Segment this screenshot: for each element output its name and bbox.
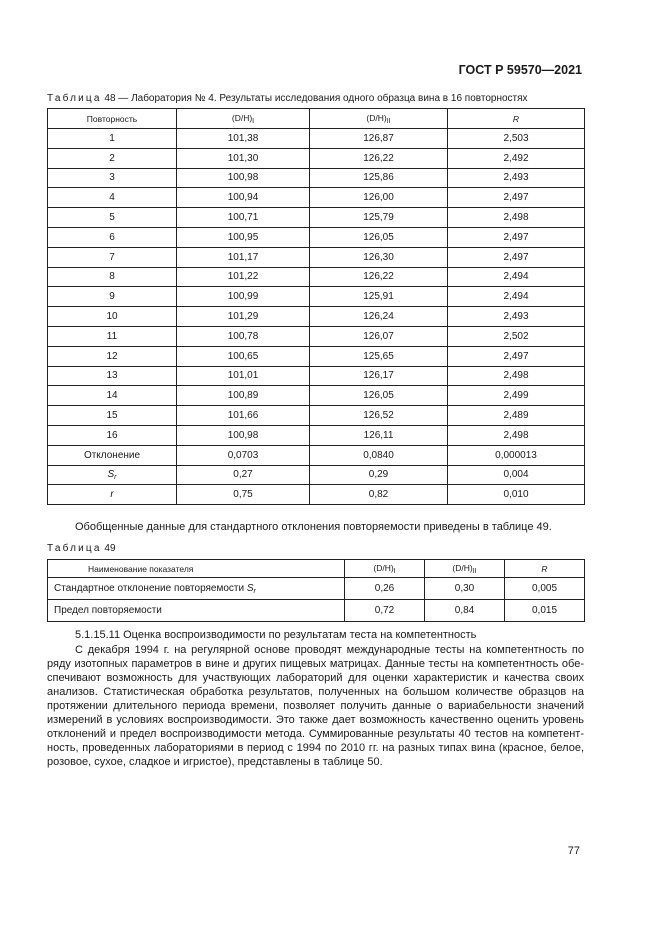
sr-sub: r (114, 473, 117, 481)
table-cell: 125,79 (310, 208, 448, 228)
table-cell: 2,498 (448, 425, 585, 445)
table-cell: 100,98 (177, 425, 310, 445)
table-cell: 14 (48, 386, 177, 406)
table-row (48, 227, 585, 247)
header49-dh1-text: (D/H) (373, 562, 394, 573)
section-line: С декабря 1994 г. на регулярной основе проводят международные тесты на компетентность по (75, 644, 584, 656)
table-cell: 0,0703 (177, 445, 310, 465)
table-row (48, 267, 585, 287)
table-cell: 1 (48, 129, 177, 149)
table-cell: 2,489 (448, 406, 585, 426)
table-row (48, 425, 585, 445)
header-dh2-text: (D/H) (366, 112, 387, 123)
table-cell: 126,22 (310, 267, 448, 287)
r-value-1: 0,75 (177, 485, 310, 505)
table-cell: 101,29 (177, 307, 310, 327)
table-cell: 125,86 (310, 168, 448, 188)
table-cell: 101,38 (177, 129, 310, 149)
std-deviation-value-3: 0,005 (505, 578, 585, 600)
section-line: спечивают возможность для участвующих лабораторий для оценки характеристик и качества своих (47, 672, 584, 684)
table-cell: 126,11 (310, 425, 448, 445)
table-cell: 10 (48, 307, 177, 327)
table-cell: 7 (48, 247, 177, 267)
table-row (48, 168, 585, 188)
table-cell: 2,498 (448, 366, 585, 386)
table-cell: 126,87 (310, 129, 448, 149)
table-48-caption-word: Таблица (47, 93, 102, 104)
sr-s: S (107, 468, 115, 480)
table-row (48, 326, 585, 346)
table-cell: 126,30 (310, 247, 448, 267)
repeatability-limit-label: Предел повторяемости (48, 600, 345, 622)
page-number: 77 (567, 845, 580, 857)
table-48 (47, 108, 585, 505)
header-dh2-sub: II (386, 117, 391, 125)
table-row-sr (48, 465, 585, 485)
sr-label (48, 465, 177, 485)
table-cell: 101,30 (177, 148, 310, 168)
table-cell: 126,17 (310, 366, 448, 386)
table-cell: 2,494 (448, 287, 585, 307)
section-line: измерений в условиях воспроизводимости. Это также дает возможность качественно оценить уровень (47, 714, 584, 726)
section-line: протяжении длительного периода времени, позволяет получить данные о вариабельности значений (47, 700, 584, 712)
table-row (48, 148, 585, 168)
table-row (48, 247, 585, 267)
table-row (48, 445, 585, 465)
table-cell: 126,52 (310, 406, 448, 426)
std-deviation-value-2: 0,30 (425, 578, 505, 600)
table-48-header-row (48, 109, 585, 129)
table-cell: 2,493 (448, 307, 585, 327)
document-code: ГОСТ Р 59570—2021 (458, 63, 582, 77)
table-cell: 2,497 (448, 247, 585, 267)
table-cell: 8 (48, 267, 177, 287)
repeatability-limit-value-1: 0,72 (345, 600, 425, 622)
table-cell: 100,98 (177, 168, 310, 188)
header49-dh1-sub: I (393, 567, 396, 575)
table-cell: 12 (48, 346, 177, 366)
sr-value-2: 0,29 (310, 465, 448, 485)
table-cell: 13 (48, 366, 177, 386)
table-cell: 2,497 (448, 188, 585, 208)
table-row-r (48, 485, 585, 505)
r-label: r (48, 485, 177, 505)
table-row (48, 188, 585, 208)
table-cell: 126,07 (310, 326, 448, 346)
table-cell: 2,503 (448, 129, 585, 149)
sr-value-1: 0,27 (177, 465, 310, 485)
std-deviation-text: Стандартное отклонение повторяемости (54, 582, 247, 594)
table-cell: 2,493 (448, 168, 585, 188)
table-cell: 4 (48, 188, 177, 208)
table-row (48, 307, 585, 327)
table-49-caption (47, 543, 116, 554)
header-r: R (448, 109, 585, 129)
table-cell: 2,492 (448, 148, 585, 168)
table-cell: 100,99 (177, 287, 310, 307)
table-48-caption-text: 48 — Лаборатория № 4. Результаты исследования одного образца вина в 16 повторностях (101, 93, 528, 104)
table-cell: 100,89 (177, 386, 310, 406)
section-line: анализов. Статистическая обработка результатов, полученных на большом количестве образцов на (47, 686, 584, 698)
table-cell: 126,22 (310, 148, 448, 168)
table-cell: 101,01 (177, 366, 310, 386)
std-deviation-sub: r (253, 587, 256, 595)
table-cell: 2,497 (448, 227, 585, 247)
table-cell: 3 (48, 168, 177, 188)
table-cell: 100,78 (177, 326, 310, 346)
section-body (47, 643, 584, 769)
table-cell: 101,66 (177, 406, 310, 426)
table-49-intro: Обобщенные данные для стандартного отклонения повторяемости приведены в таблице 49. (75, 521, 552, 533)
header49-dh2 (425, 560, 505, 578)
table-cell: 6 (48, 227, 177, 247)
header49-r: R (505, 560, 585, 578)
header49-dh1 (345, 560, 425, 578)
table-cell: 15 (48, 406, 177, 426)
table-cell: 101,17 (177, 247, 310, 267)
table-row (48, 208, 585, 228)
table-cell: 100,65 (177, 346, 310, 366)
table-row (48, 346, 585, 366)
header-repetition: Повторность (48, 109, 177, 129)
table-cell: 5 (48, 208, 177, 228)
table-cell: 126,05 (310, 386, 448, 406)
table-49 (47, 559, 585, 622)
table-cell: 2,497 (448, 346, 585, 366)
std-deviation-value-1: 0,26 (345, 578, 425, 600)
table-cell: 100,94 (177, 188, 310, 208)
table-cell: 2 (48, 148, 177, 168)
table-cell: 126,05 (310, 227, 448, 247)
header-dh1-sub: I (252, 117, 255, 125)
section-title: 5.1.15.11 Оценка воспроизводимости по результатам теста на компетентность (75, 629, 477, 641)
table-49-caption-text: 49 (101, 543, 116, 554)
r-value-2: 0,82 (310, 485, 448, 505)
table-cell: 100,71 (177, 208, 310, 228)
header49-dh2-text: (D/H) (452, 562, 473, 573)
table-row (48, 366, 585, 386)
table-cell: 125,91 (310, 287, 448, 307)
table-row (48, 386, 585, 406)
table-row (48, 406, 585, 426)
table-cell: 126,00 (310, 188, 448, 208)
section-line: отклонений и предел воспроизводимости метода. Суммированные результаты 40 тестов на компетент- (47, 728, 584, 740)
sr-value-3: 0,004 (448, 465, 585, 485)
table-cell: 125,65 (310, 346, 448, 366)
table-cell: 101,22 (177, 267, 310, 287)
table-row (48, 129, 585, 149)
table-cell: 16 (48, 425, 177, 445)
section-line: ряду изотопных параметров в вине и других пищевых матрицах. Данные тесты на компетентность обе- (47, 658, 584, 670)
r-value-3: 0,010 (448, 485, 585, 505)
table-cell: 2,494 (448, 267, 585, 287)
table-cell: 2,499 (448, 386, 585, 406)
table-48-body (48, 129, 585, 466)
table-row-std-deviation (48, 578, 585, 600)
table-cell: 11 (48, 326, 177, 346)
header-dh1-text: (D/H) (231, 112, 253, 123)
header49-dh2-sub: II (472, 567, 477, 575)
table-48-caption (47, 93, 528, 104)
header-indicator-name: Наименование показателя (48, 560, 345, 578)
std-deviation-s: S (246, 582, 254, 594)
header-dh2 (310, 109, 448, 129)
table-49-caption-word: Таблица (47, 543, 102, 554)
table-cell: 0,0840 (310, 445, 448, 465)
table-cell: 9 (48, 287, 177, 307)
table-row (48, 287, 585, 307)
section-line: ность, проведенных лабораториями в период с 1994 по 2010 гг. на разных типах вина (красное, белое, (47, 742, 584, 754)
repeatability-limit-value-3: 0,015 (505, 600, 585, 622)
table-cell: 0,000013 (448, 445, 585, 465)
table-cell: 100,95 (177, 227, 310, 247)
repeatability-limit-value-2: 0,84 (425, 600, 505, 622)
table-cell: 2,502 (448, 326, 585, 346)
table-row-repeatability-limit (48, 600, 585, 622)
section-line: розовое, сухое, сладкое и игристое), представлены в таблице 50. (47, 756, 383, 768)
header-dh1 (177, 109, 310, 129)
table-cell: 126,24 (310, 307, 448, 327)
table-cell: Отклонение (48, 445, 177, 465)
table-cell: 2,498 (448, 208, 585, 228)
table-49-header-row (48, 560, 585, 578)
std-deviation-label (48, 578, 345, 600)
